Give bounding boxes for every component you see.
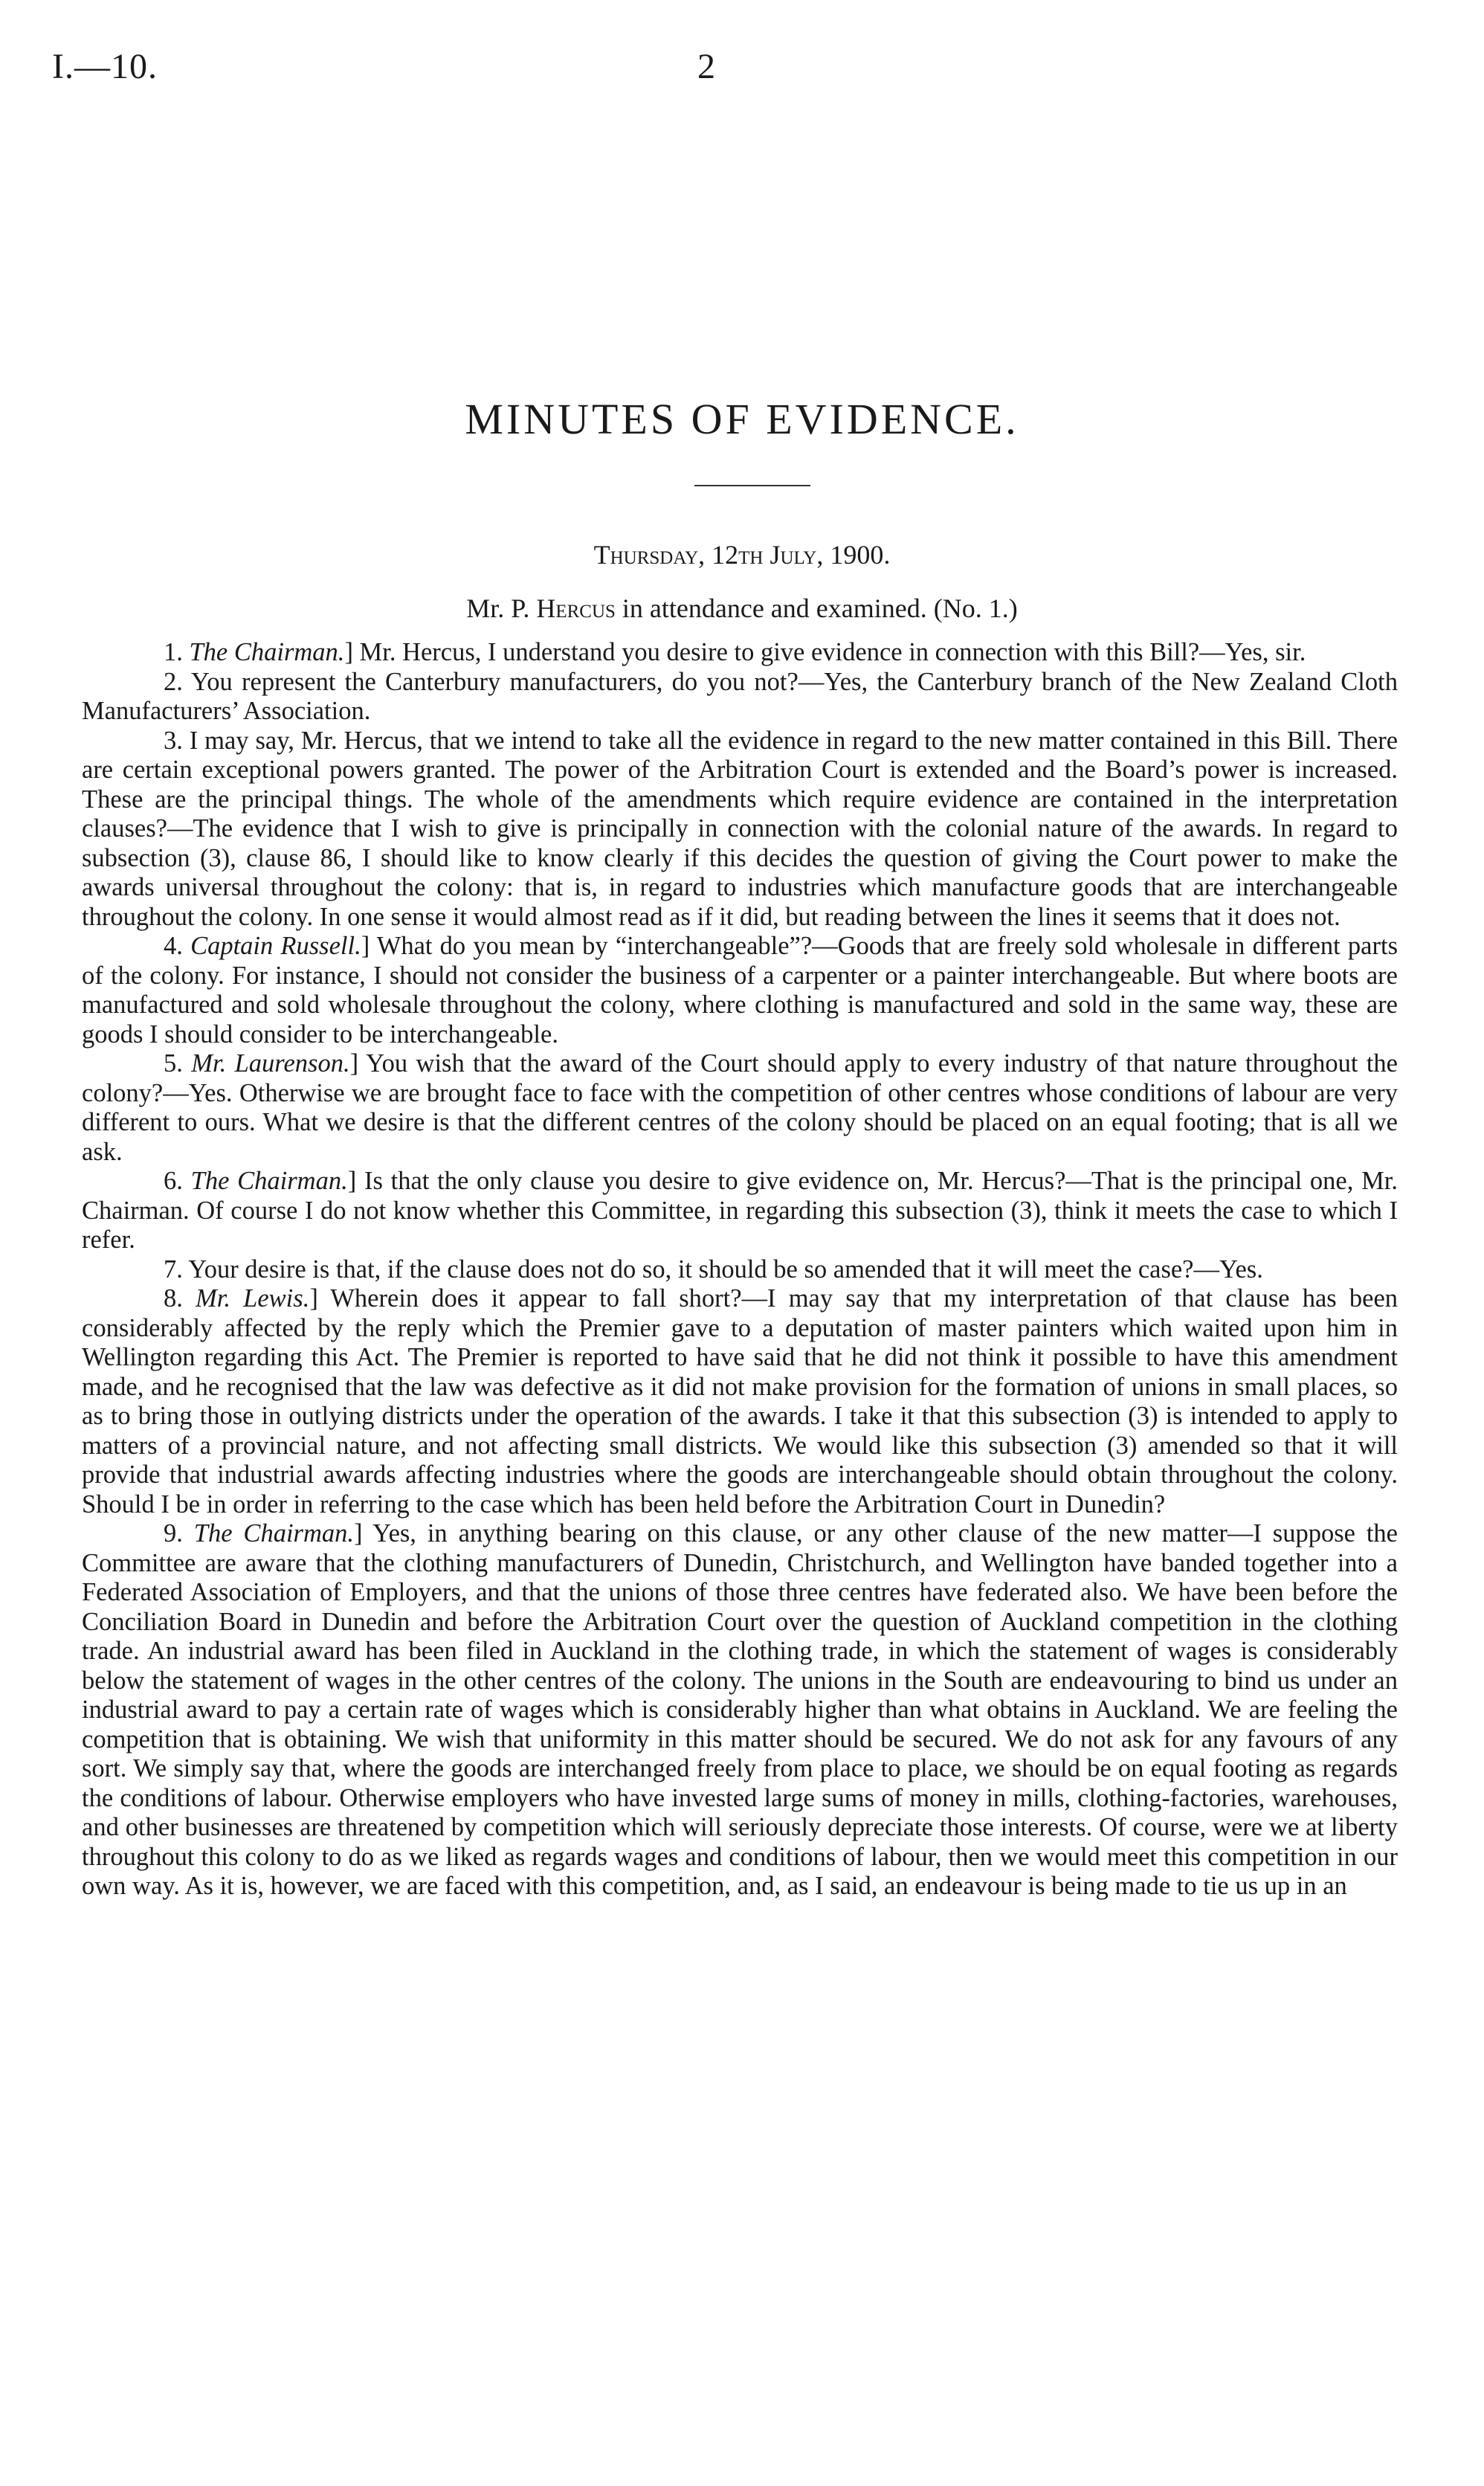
question-paragraph	[82, 932, 1398, 1049]
question-paragraph	[82, 1049, 1398, 1167]
question-paragraph	[82, 1284, 1398, 1519]
question-paragraph	[82, 1519, 1398, 1901]
attendance-prefix: Mr. P.	[466, 593, 537, 623]
paper-reference: I.—10.	[52, 47, 158, 86]
witness-attendance	[0, 593, 1484, 624]
question-text: ] Is that the only clause you desire to give evidence on, Mr. Hercus?—That is the principal one, Mr. Chairman. Of course I do not know whether this Committee, in regarding this subsection (3), think it meets the case to which I refer.	[82, 1167, 1398, 1254]
question-number: 1.	[164, 638, 190, 666]
questioner: The Chairman.	[189, 638, 345, 666]
question-paragraph	[82, 727, 1398, 933]
title-divider	[694, 485, 810, 486]
question-number: 5.	[164, 1049, 192, 1078]
page-number: 2	[697, 47, 715, 86]
question-paragraph	[82, 1255, 1398, 1285]
question-text: ] Yes, in anything bearing on this clause, or any other clause of the new matter—I suppose the Committee are aware that the clothing manufacturers of Dunedin, Christchurch, and Wellington have banded together into a Federated Association of Employers, and that the unions of those three centres have federated also. We have been before the Conciliation Board in Dunedin and before the Arbitration Court over the question of Auckland competition in the clothing trade. An industrial award has been filed in Auckland in the clothing trade, in which the statement of wages is considerably below the statement of wages in the other centres of the colony. The unions in the South are endeavouring to bind us under an industrial award to pay a certain rate of wages which is considerably higher than what obtains in Auckland. We are feeling the competition that is obtaining. We wish that uniformity in this matter should be secured. We do not ask for any favours of any sort. We simply say that, where the goods are interchanged freely from place to place, we should be on equal footing as regards the conditions of labour. Otherwise employers who have invested large sums of money in mills, clothing-factories, warehouses, and other businesses are threatened by competition which will seriously depreciate those interests. Of course, were we at liberty throughout this colony to do as we liked as regards wages and conditions of labour, then we would meet this competition in our own way. As it is, however, we are faced with this competition, and, as I said, an endeavour is being made to tie us up in an	[82, 1519, 1398, 1900]
question-number: 3.	[164, 726, 190, 755]
questioner: The Chairman.	[190, 1167, 348, 1195]
evidence-body	[82, 638, 1398, 1901]
questioner: Mr. Lewis.	[196, 1284, 310, 1313]
questioner: Mr. Laurenson.	[191, 1049, 350, 1078]
question-number: 7.	[164, 1255, 189, 1284]
witness-name: Hercus	[536, 593, 616, 623]
question-number: 6.	[164, 1167, 191, 1195]
question-paragraph	[82, 1167, 1398, 1255]
page-header	[52, 46, 1427, 91]
question-number: 8.	[164, 1284, 196, 1313]
attendance-suffix: in attendance and examined. (No. 1.)	[615, 593, 1018, 623]
question-text: ] Wherein does it appear to fall short?—I may say that my interpretation of that clause has been considerably affected by the reply which the Premier gave to a deputation of master painters which waited upon him in Wellington regarding this Act. The Premier is reported to have said that he did not think it possible to have this amendment made, and he recognised that the law was defective as it did not make provision for the formation of unions in small places, so as to bring those in outlying districts under the operation of the awards. I take it that this subsection (3) is intended to apply to matters of a provincial nature, and not affecting small districts. We would like this subsection (3) amended so that it will provide that industrial awards affecting industries where the goods are interchangeable should obtain throughout the colony. Should I be in order in referring to the case which has been held before the Arbitration Court in Dunedin?	[82, 1284, 1398, 1519]
question-paragraph	[82, 638, 1398, 668]
question-text: You represent the Canterbury manufacturers, do you not?—Yes, the Canterbury branch of the New Zealand Cloth Manufacturers’ Association.	[82, 667, 1398, 725]
question-text: I may say, Mr. Hercus, that we intend to take all the evidence in regard to the new matter contained in this Bill. There are certain exceptional powers granted. The power of the Arbitration Court is extended and the Board’s power is increased. These are the principal things. The whole of the amendments which require evidence are contained in the interpretation clauses?—The evidence that I wish to give is principally in connection with the colonial nature of the awards. In regard to subsection (3), clause 86, I should like to know clearly if this decides the question of giving the Court power to make the awards universal throughout the colony: that is, in regard to industries which manufacture goods that are interchangeable throughout the colony. In one sense it would almost read as if it did, but reading between the lines it seems that it does not.	[82, 726, 1398, 931]
question-paragraph	[82, 668, 1398, 727]
question-text: ] Mr. Hercus, I understand you desire to give evidence in connection with this Bill?—Yes, sir.	[344, 638, 1306, 666]
questioner: The Chairman.	[193, 1519, 354, 1548]
question-text: ] What do you mean by “interchangeable”?—Goods that are freely sold wholesale in different parts of the colony. For instance, I should not consider the business of a carpenter or a painter interchangeable. But where boots are manufactured and sold wholesale throughout the colony, where clothing is manufactured and sold in the same way, these are goods I should consider to be interchangeable.	[82, 932, 1398, 1049]
question-number: 9.	[164, 1519, 194, 1548]
question-text: Your desire is that, if the clause does not do so, it should be so amended that it will meet the case?—Yes.	[188, 1255, 1263, 1284]
questioner: Captain Russell.	[190, 932, 361, 960]
sitting-date: Thursday, 12th July, 1900.	[593, 540, 891, 570]
question-number: 4.	[164, 932, 191, 960]
page-title: MINUTES OF EVIDENCE.	[465, 395, 1019, 443]
question-text: ] You wish that the award of the Court should apply to every industry of that nature throughout the colony?—Yes. Otherwise we are brought face to face with the competition of other centres whose conditions of labour are very different to ours. What we desire is that the different centres of the colony should be placed on an equal footing; that is all we ask.	[82, 1049, 1398, 1166]
question-number: 2.	[164, 667, 191, 696]
